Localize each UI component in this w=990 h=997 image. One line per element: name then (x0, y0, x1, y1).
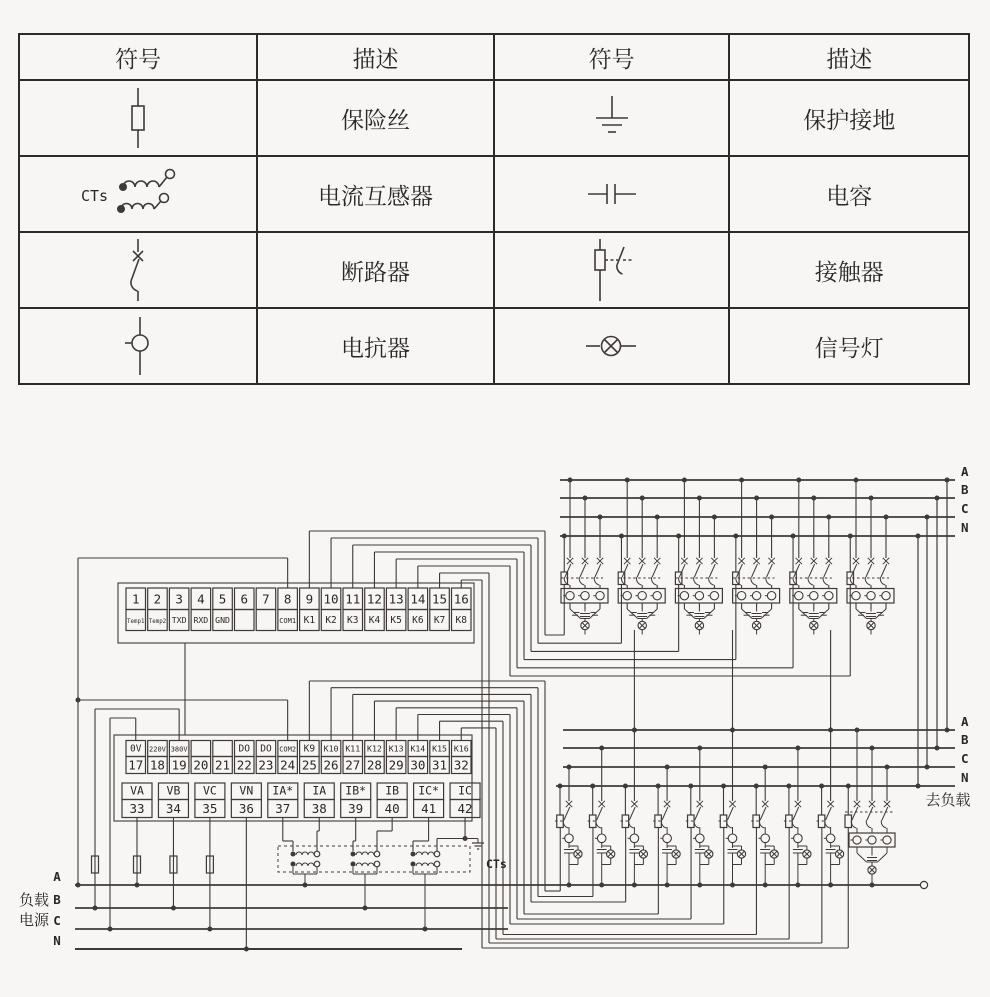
diagram-label: K10 (323, 743, 339, 754)
diagram-label: 38 (311, 801, 327, 816)
terminal-cell-9 (300, 588, 320, 631)
diagram-label: 41 (421, 801, 437, 816)
legend-symbol-cell (494, 80, 730, 156)
diagram-label: 电源 (18, 911, 50, 929)
diagram-label: IC* (418, 783, 439, 798)
diagram-label: K2 (325, 615, 337, 627)
diagram-label: N (961, 770, 969, 785)
diagram-label: 22 (236, 757, 252, 773)
legend-symbol-cell (19, 156, 257, 232)
diagram-label: IA (312, 783, 327, 798)
diagram-label: K14 (410, 743, 426, 754)
capacitor-branch-bottom-9 (817, 630, 844, 888)
terminal-cell-5 (213, 588, 233, 631)
terminal-cell-24 (278, 741, 298, 774)
diagram-label: COM1 (279, 617, 297, 626)
diagram-label: 19 (171, 757, 187, 773)
diagram-label: C (53, 913, 61, 928)
legend-desc-cell: 保险丝 (257, 80, 494, 156)
diagram-label: DO (238, 743, 250, 755)
capacitor-bank-branch-top-3 (675, 478, 722, 635)
diagram-label: 20 (193, 757, 209, 773)
terminal-cell-7 (256, 588, 276, 631)
diagram-label: 27 (345, 757, 361, 773)
terminal-cell-38 (304, 783, 334, 818)
diagram-label: IB* (345, 783, 367, 798)
diagram-label: 36 (238, 801, 254, 816)
diagram-label: 12 (366, 591, 382, 607)
diagram-label: 34 (165, 801, 181, 816)
diagram-label: 31 (432, 757, 448, 773)
fuse-icon (118, 86, 158, 150)
terminal-cell-8 (278, 588, 298, 631)
diagram-label: K5 (390, 615, 402, 627)
terminal-cell-20 (191, 741, 211, 774)
diagram-label: 24 (280, 757, 296, 773)
terminal-cell-27 (343, 741, 363, 774)
diagram-label: A (961, 464, 969, 479)
diagram-label: K6 (412, 615, 424, 627)
diagram-label: 16 (453, 591, 469, 607)
capacitor-bank-branch-top-4 (733, 478, 780, 635)
diagram-label: A (961, 714, 969, 729)
diagram-label: TXD (171, 615, 187, 626)
diagram-label: VB (166, 783, 181, 798)
terminal-cell-10 (321, 588, 341, 631)
terminal-cell-36 (231, 783, 261, 818)
diagram-label: N (961, 520, 969, 535)
capacitor-branch-bottom-6 (719, 630, 746, 888)
svg-text:CTs: CTs (81, 187, 109, 205)
legend-row-2 (19, 156, 969, 232)
legend-header-desc-2: 描述 (729, 34, 969, 80)
ground-symbol (465, 839, 484, 850)
legend-header-desc-1: 描述 (257, 34, 494, 80)
diagram-label: 37 (275, 801, 291, 816)
diagram-label: 8 (283, 591, 292, 607)
diagram-label: N (53, 933, 61, 948)
terminal-cell-22 (235, 741, 255, 774)
terminal-cell-1 (126, 588, 146, 631)
diagram-label: C (961, 501, 969, 516)
diagram-label: K13 (388, 743, 404, 754)
diagram-label: B (961, 732, 969, 747)
terminal-cell-17 (126, 741, 146, 774)
diagram-label: K8 (455, 615, 467, 627)
legend-symbol-cell (19, 80, 257, 156)
diagram-label: 23 (258, 757, 274, 773)
contactor-icon (584, 237, 640, 303)
terminal-cell-37 (268, 783, 298, 818)
legend-desc-cell: 保护接地 (729, 80, 969, 156)
diagram-label: COM2 (279, 745, 297, 754)
terminal-cell-2 (148, 588, 168, 631)
diagram-label: C (961, 751, 969, 766)
diagram-label: K1 (303, 615, 316, 627)
terminal-cell-32 (452, 741, 472, 774)
diagram-label: 14 (410, 591, 426, 607)
capacitor-branch-bottom-7 (751, 765, 778, 888)
diagram-label: GND (215, 615, 230, 626)
capacitor-branch-bottom-4 (653, 765, 680, 888)
diagram-label: RXD (193, 615, 209, 626)
legend-header-row (19, 34, 969, 80)
legend-desc-cell: 电抗器 (257, 308, 494, 384)
terminal-cell-31 (430, 741, 450, 774)
diagram-label: VN (239, 783, 254, 798)
reactor-icon (116, 315, 160, 377)
current-transformer-icon (77, 165, 199, 223)
diagram-label: 11 (345, 591, 361, 607)
diagram-label: 18 (149, 757, 165, 773)
diagram-label: 42 (457, 801, 473, 816)
legend-desc-cell: 电流互感器 (257, 156, 494, 232)
capacitor-branch-bottom-1 (555, 765, 582, 888)
diagram-label: 10 (323, 591, 339, 607)
legend-symbol-cell (19, 308, 257, 384)
legend-desc-cell: 信号灯 (729, 308, 969, 384)
diagram-label: 21 (215, 757, 231, 773)
diagram-label: K3 (347, 615, 359, 627)
terminal-cell-13 (386, 588, 406, 631)
diagram-label: K9 (303, 743, 316, 755)
diagram-label: 3 (175, 591, 183, 607)
capacitor-bank-branch-top-2 (618, 478, 665, 635)
terminal-cell-30 (408, 741, 428, 774)
diagram-label: 25 (301, 757, 317, 773)
terminal-cell-28 (365, 741, 385, 774)
diagram-label: K11 (345, 743, 361, 754)
diagram-label: 26 (323, 757, 339, 773)
diagram-label: 17 (128, 757, 144, 773)
terminal-cell-11 (343, 588, 363, 631)
diagram-label: 35 (202, 801, 218, 816)
diagram-label: 32 (453, 757, 469, 773)
terminal-cell-3 (169, 588, 189, 631)
diagram-label: 2 (153, 591, 162, 607)
diagram-label: 6 (240, 591, 249, 607)
terminal-cell-14 (408, 588, 428, 631)
terminal-cell-23 (256, 741, 276, 774)
diagram-label: 30 (410, 757, 426, 773)
diagram-label: 40 (384, 801, 400, 816)
legend-symbol-cell (494, 308, 730, 384)
legend-row-3 (19, 232, 969, 308)
legend-table (18, 33, 970, 385)
terminal-cell-4 (191, 588, 211, 631)
diagram-label: 28 (366, 757, 382, 773)
legend-desc-cell: 断路器 (257, 232, 494, 308)
ground-icon (588, 92, 636, 144)
terminal-cell-29 (386, 741, 406, 774)
legend-symbol-cell (494, 232, 730, 308)
diagram-label: K12 (367, 743, 382, 754)
terminal-cell-33 (122, 783, 152, 818)
capacitor-branch-bottom-3 (620, 630, 647, 888)
circuit-diagram (0, 397, 990, 997)
diagram-label: VC (202, 783, 217, 798)
terminal-cell-21 (213, 741, 233, 774)
terminal-cell-25 (300, 741, 320, 774)
legend-row-1 (19, 80, 969, 156)
current-transformers (278, 818, 507, 932)
diagram-label: VA (130, 783, 144, 798)
diagram-label: Temp2 (148, 619, 167, 626)
terminal-cell-18 (148, 741, 168, 774)
diagram-label: IB (385, 783, 400, 798)
diagram-label: CTs (486, 857, 507, 871)
diagram-label: K16 (453, 743, 469, 754)
terminal-cell-39 (341, 783, 371, 818)
diagram-label: 380V (170, 745, 188, 754)
diagram-label: 13 (388, 591, 404, 607)
diagram-label: 0V (130, 743, 142, 755)
circuit-breaker-icon (118, 237, 158, 303)
legend-desc-cell: 接触器 (729, 232, 969, 308)
legend-symbol-cell (494, 156, 730, 232)
diagram-label: DO (260, 743, 272, 755)
diagram-label: A (53, 869, 61, 884)
legend-header-symbol-2: 符号 (494, 34, 730, 80)
terminal-cell-40 (377, 783, 407, 818)
legend-desc-cell: 电容 (729, 156, 969, 232)
terminal-cell-26 (321, 741, 341, 774)
diagram-label: 9 (305, 591, 314, 607)
diagram-label: IC (458, 783, 472, 798)
terminal-cell-16 (452, 588, 472, 631)
diagram-label: 7 (262, 591, 270, 607)
terminal-cell-12 (365, 588, 385, 631)
diagram-label: 去负载 (925, 791, 971, 809)
terminal-cell-35 (195, 783, 225, 818)
diagram-label: B (53, 892, 61, 907)
diagram-label: 220V (149, 745, 166, 754)
capacitor-icon (584, 166, 640, 222)
diagram-label: Temp1 (127, 619, 145, 626)
diagram-label: 1 (131, 591, 140, 607)
diagram-label: K7 (433, 615, 446, 627)
diagram-label: IA* (272, 783, 294, 798)
legend-header-symbol-1: 符号 (19, 34, 257, 80)
diagram-label: 负载 (18, 891, 50, 909)
terminal-cell-6 (235, 588, 255, 631)
diagram-label: 33 (129, 801, 145, 816)
terminal-cell-15 (430, 588, 450, 631)
diagram-label: 15 (432, 591, 448, 607)
diagram-label: 5 (218, 591, 227, 607)
diagram-label: 29 (388, 757, 404, 773)
legend-row-4 (19, 308, 969, 384)
capacitor-bank-branch-top-5 (790, 478, 837, 635)
terminal-cell-41 (414, 783, 444, 818)
capacitor-bank-branch-bottom-3ph (845, 728, 895, 888)
terminal-cell-19 (169, 741, 189, 774)
diagram-label: 4 (197, 591, 205, 607)
legend-symbol-cell (19, 232, 257, 308)
diagram-label: B (961, 482, 969, 497)
diagram-label: K4 (368, 615, 381, 627)
capacitor-bank-branch-top-6 (847, 478, 894, 635)
diagram-label: 39 (348, 801, 364, 816)
terminal-cell-34 (158, 783, 188, 818)
signal-lamp-icon (584, 321, 640, 371)
diagram-label: K15 (432, 743, 447, 754)
capacitor-bank-branch-top-1 (561, 478, 608, 635)
terminal-cell-42 (450, 783, 480, 818)
